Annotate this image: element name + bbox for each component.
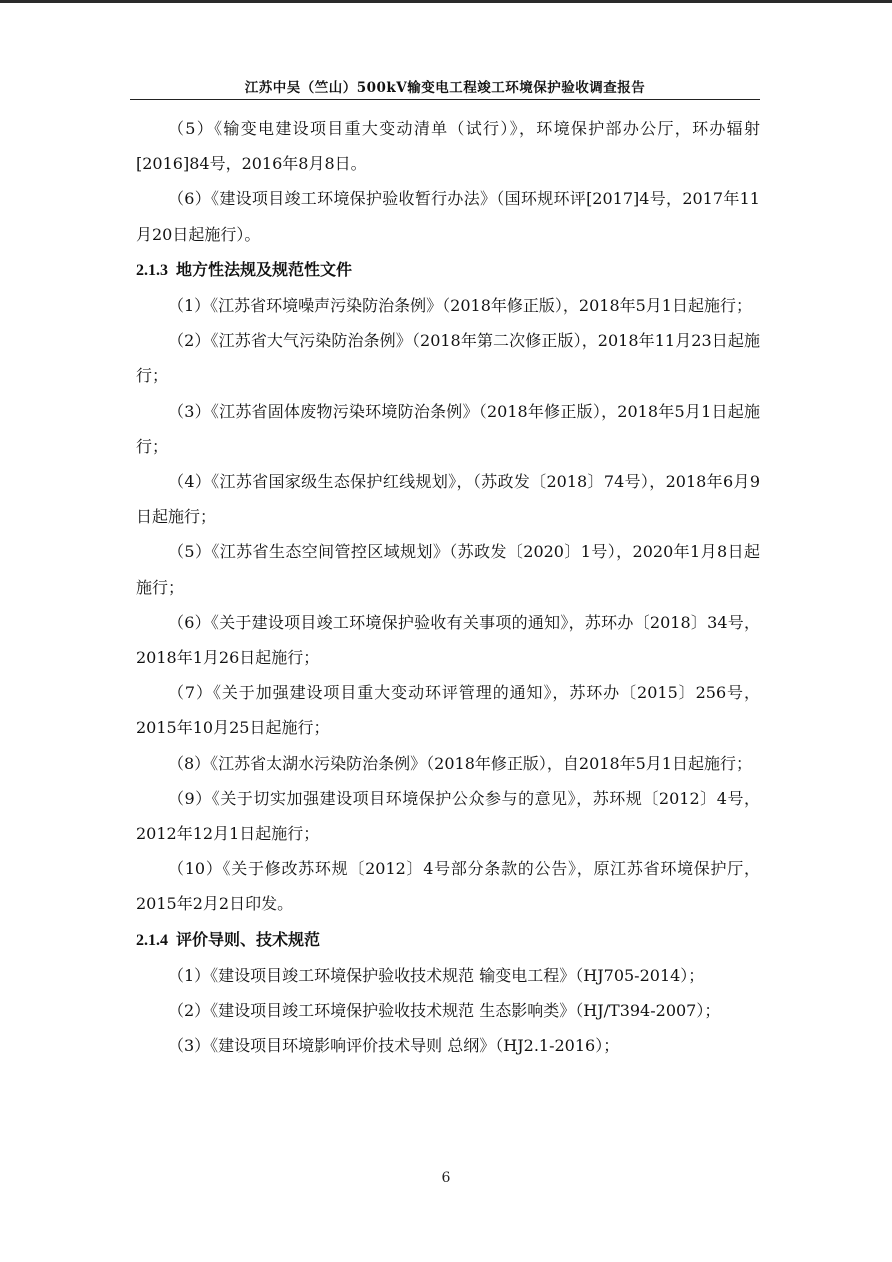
paragraph-local-9: （9）《关于切实加强建设项目环境保护公众参与的意见》，苏环规〔2012〕4号，2012年12月1日起施行； [136,788,760,844]
page-number: 6 [441,1170,451,1186]
section-heading-2-1-4 [136,922,760,958]
section-title: 地方性法规及规范性文件 [176,259,353,279]
paragraph-guide-3: （3）《建设项目环境影响评价技术导则 总纲》（HJ2.1-2016）； [168,1036,620,1056]
section-title: 评价导则、技术规范 [176,929,321,949]
paragraph-item-6: （6）《建设项目竣工环境保护验收暂行办法》（国环规环评[2017]4号，2017年11月20日起施行）。 [136,189,760,244]
paragraph-item-5: （5）《输变电建设项目重大变动清单（试行）》，环境保护部办公厅，环办辐射[2016]84号，2016年8月8日。 [136,119,760,174]
paragraph-local-7: （7）《关于加强建设项目重大变动环评管理的通知》，苏环办〔2015〕256号，2015年10月25日起施行； [136,683,760,738]
paragraph-local-4: （4）《江苏省国家级生态保护红线规划》，（苏政发〔2018〕74号），2018年6月9日起施行； [136,472,760,527]
paragraph-guide-2: （2）《建设项目竣工环境保护验收技术规范 生态影响类》（HJ/T394-2007）； [168,1001,721,1021]
paragraph-guide-1: （1）《建设项目竣工环境保护验收技术规范 输变电工程》（HJ705-2014）； [168,965,705,985]
paragraph-local-8: （8）《江苏省太湖水污染防治条例》（2018年修正版），自2018年5月1日起施行； [168,753,752,773]
section-number: 2.1.4 [136,931,168,949]
section-number: 2.1.3 [136,261,168,279]
paragraph-local-10: （10）《关于修改苏环规〔2012〕4号部分条款的公告》，原江苏省环境保护厅，2015年2月2日印发。 [136,859,760,914]
document-body [136,111,760,1063]
page-top-border [0,0,892,3]
paragraph-local-5: （5）《江苏省生态空间管控区域规划》（苏政发〔2020〕1号），2020年1月8日起施行； [136,542,760,597]
page-header-title: 江苏中吴（竺山）500kV输变电工程竣工环境保护验收调查报告 [244,80,646,96]
paragraph-local-3: （3）《江苏省固体废物污染环境防治条例》（2018年修正版），2018年5月1日起施行； [136,401,760,456]
header-rule [130,99,760,100]
section-heading-2-1-3 [136,252,760,288]
paragraph-local-6: （6）《关于建设项目竣工环境保护验收有关事项的通知》，苏环办〔2018〕34号，2018年1月26日起施行； [136,612,760,668]
paragraph-local-1: （1）《江苏省环境噪声污染防治条例》（2018年修正版），2018年5月1日起施行； [168,296,752,316]
paragraph-local-2: （2）《江苏省大气污染防治条例》（2018年第二次修正版），2018年11月23日起施行； [136,331,760,386]
